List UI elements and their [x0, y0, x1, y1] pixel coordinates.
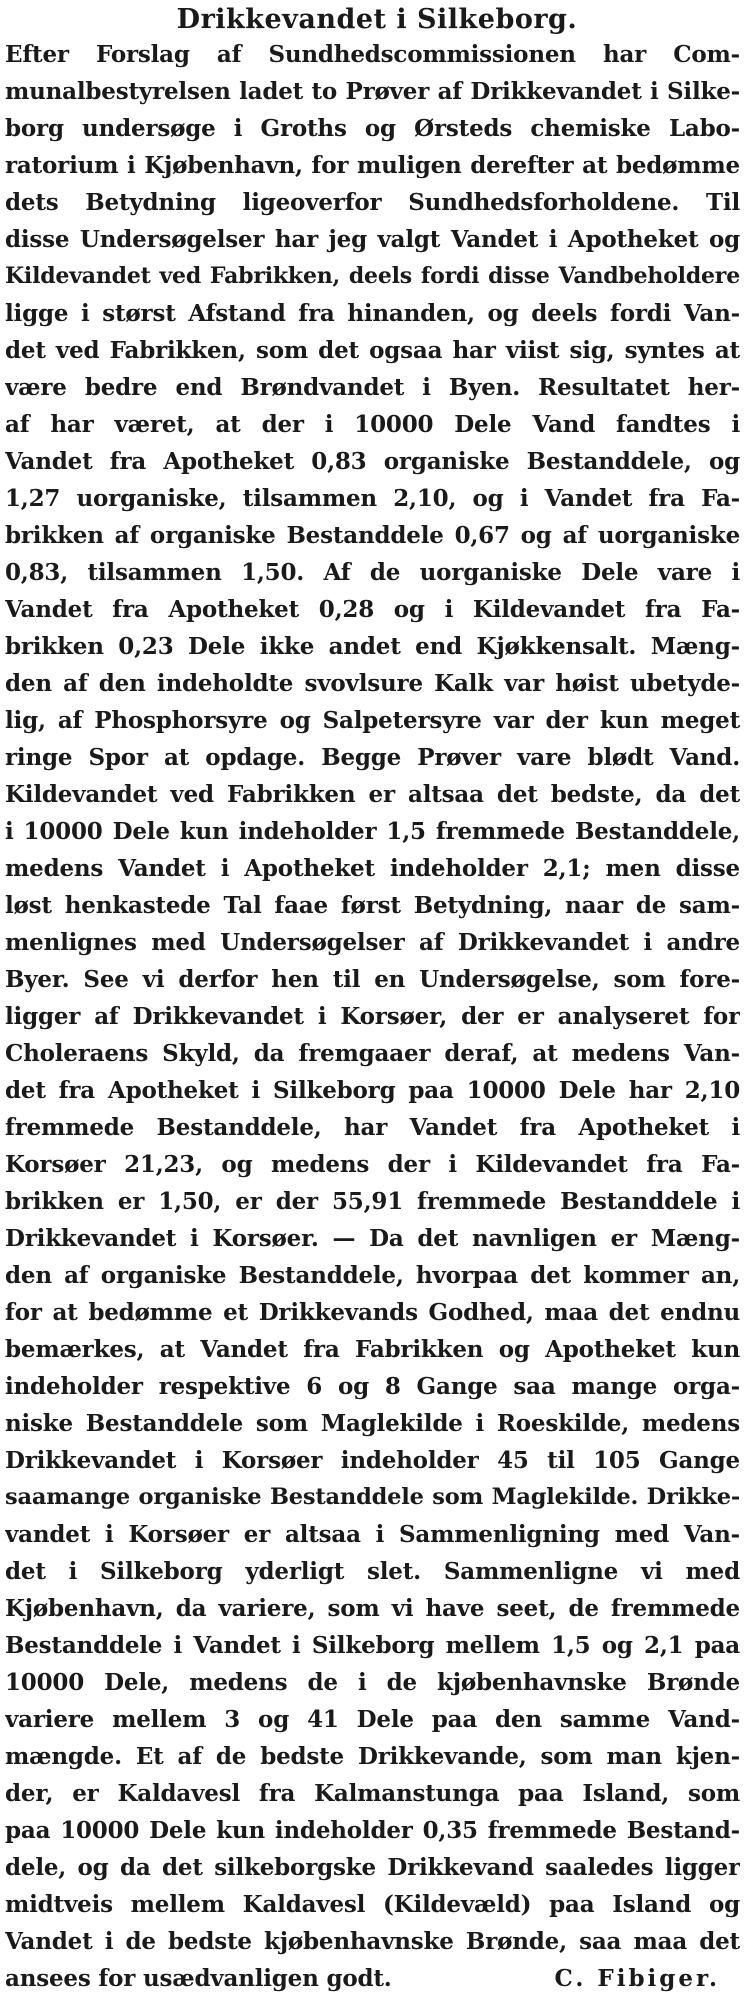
- closing-text: ansees for usædvanligen godt.: [5, 1965, 392, 1992]
- text-line: dets Betydning ligeoverfor Sundhedsforholdene. Til: [5, 189, 740, 216]
- text-line: det i Silkeborg yderligt slet. Sammenligne vi med: [5, 1558, 740, 1585]
- text-line: ringe Spor at opdage. Begge Prøver vare blødt Vand.: [5, 744, 740, 771]
- text-line: 10000 Dele, medens de i de kjøbenhavnske Brønde: [5, 1669, 740, 1696]
- text-line: disse Undersøgelser har jeg valgt Vandet i Apotheket og: [5, 226, 740, 253]
- text-line: der, er Kaldavesl fra Kalmanstunga paa Island, som: [5, 1780, 740, 1807]
- text-line: den af organiske Bestanddele, hvorpaa det kommer an,: [5, 1262, 740, 1289]
- text-line: dele, og da det silkeborgske Drikkevand saaledes ligger: [5, 1854, 740, 1881]
- text-line: Bestanddele i Vandet i Silkeborg mellem 1,5 og 2,1 paa: [5, 1632, 740, 1659]
- text-line: Choleraens Skyld, da fremgaaer deraf, at medens Van-: [5, 1040, 740, 1067]
- closing-line: [5, 1960, 740, 1997]
- text-line: for at bedømme et Drikkevands Godhed, maa det endnu: [5, 1299, 740, 1326]
- text-line: paa 10000 Dele kun indeholder 0,35 fremmede Bestand-: [5, 1817, 740, 1844]
- text-line: Byer. See vi derfor hen til en Undersøgelse, som fore-: [5, 966, 740, 993]
- text-line: midtveis mellem Kaldavesl (Kildevæld) paa Island og: [5, 1891, 740, 1918]
- text-line: borg undersøge i Groths og Ørsteds chemiske Labo-: [5, 115, 740, 142]
- text-line: af har været, at der i 10000 Dele Vand fandtes i: [5, 411, 740, 438]
- text-line: munalbestyrelsen ladet to Prøver af Drikkevandet i Silke-: [5, 78, 740, 105]
- text-line: den af den indeholdte svovlsure Kalk var høist ubetyde-: [5, 670, 740, 697]
- text-line: i 10000 Dele kun indeholder 1,5 fremmede Bestanddele,: [5, 818, 740, 845]
- author-signature: C. Fibiger.: [554, 1965, 720, 1992]
- text-line: Drikkevandet i Korsøer indeholder 45 til 105 Gange: [5, 1447, 740, 1474]
- text-line: Kildevandet ved Fabrikken er altsaa det bedste, da det: [5, 781, 740, 808]
- text-line: Vandet fra Apotheket 0,83 organiske Bestanddele, og: [5, 448, 740, 475]
- text-line: Efter Forslag af Sundhedscommissionen har Com-: [5, 41, 740, 68]
- text-line: Drikkevandet i Korsøer. — Da det navnligen er Mæng-: [5, 1225, 740, 1252]
- text-line: indeholder respektive 6 og 8 Gange saa mange orga-: [5, 1373, 740, 1400]
- text-line: variere mellem 3 og 41 Dele paa den samme Vand-: [5, 1706, 740, 1733]
- text-line: menlignes med Undersøgelser af Drikkevandet i andre: [5, 929, 740, 956]
- text-line: lig, af Phosphorsyre og Salpetersyre var der kun meget: [5, 707, 740, 734]
- article-title: Drikkevandet i Silkeborg.: [176, 4, 578, 35]
- text-line: niske Bestanddele som Maglekilde i Roeskilde, medens: [5, 1410, 740, 1437]
- text-line: Kjøbenhavn, da variere, som vi have seet, de fremmede: [5, 1595, 740, 1622]
- text-line: ligger af Drikkevandet i Korsøer, der er analyseret for: [5, 1003, 740, 1030]
- text-line: det fra Apotheket i Silkeborg paa 10000 Dele har 2,10: [5, 1077, 740, 1104]
- text-line: fremmede Bestanddele, har Vandet fra Apotheket i: [5, 1114, 740, 1141]
- text-line: medens Vandet i Apotheket indeholder 2,1; men disse: [5, 855, 740, 882]
- article-body: [5, 36, 740, 1997]
- text-line: saamange organiske Bestanddele som Maglekilde. Drikke-: [5, 1484, 740, 1510]
- text-line: mængde. Et af de bedste Drikkevande, som man kjen-: [5, 1743, 740, 1770]
- text-line: det ved Fabrikken, som det ogsaa har viist sig, syntes at: [5, 337, 740, 364]
- text-line: 0,83, tilsammen 1,50. Af de uorganiske Dele vare i: [5, 559, 740, 586]
- text-line: Korsøer 21,23, og medens der i Kildevandet fra Fa-: [5, 1151, 740, 1178]
- text-line: ratorium i Kjøbenhavn, for muligen derefter at bedømme: [5, 152, 740, 179]
- text-line: Vandet fra Apotheket 0,28 og i Kildevandet fra Fa-: [5, 596, 740, 623]
- text-line: brikken af organiske Bestanddele 0,67 og af uorganiske: [5, 522, 740, 549]
- text-line: løst henkastede Tal faae først Betydning, naar de sam-: [5, 892, 740, 919]
- text-line-final: [5, 1960, 740, 1997]
- text-line: være bedre end Brøndvandet i Byen. Resultatet her-: [5, 374, 740, 401]
- text-line: brikken 0,23 Dele ikke andet end Kjøkkensalt. Mæng-: [5, 633, 740, 660]
- text-line: bemærkes, at Vandet fra Fabrikken og Apotheket kun: [5, 1336, 740, 1363]
- text-line: Kildevandet ved Fabrikken, deels fordi disse Vandbeholdere: [5, 263, 740, 289]
- text-line: vandet i Korsøer er altsaa i Sammenligning med Van-: [5, 1521, 740, 1548]
- text-line: 1,27 uorganiske, tilsammen 2,10, og i Vandet fra Fa-: [5, 485, 740, 512]
- text-line: brikken er 1,50, er der 55,91 fremmede Bestanddele i: [5, 1188, 740, 1215]
- text-line: Vandet i de bedste kjøbenhavnske Brønde, saa maa det: [5, 1928, 740, 1955]
- text-line: ligge i størst Afstand fra hinanden, og deels fordi Van-: [5, 300, 740, 327]
